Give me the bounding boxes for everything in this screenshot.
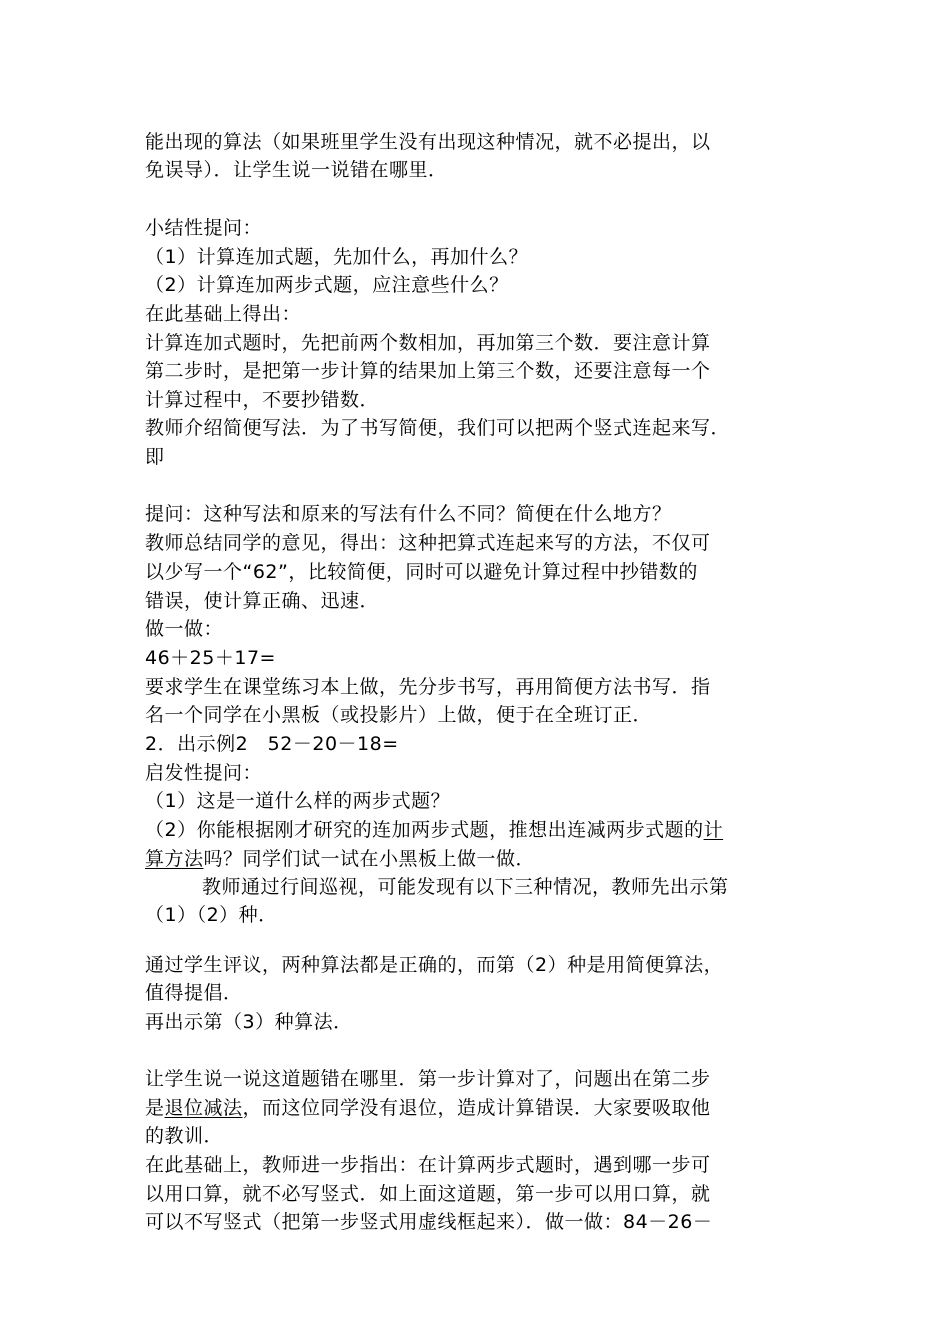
- text-line: 让学生说一说这道题错在哪里．第一步计算对了，问题出在第二步: [145, 1068, 711, 1090]
- section-heading: 做一做：: [145, 618, 224, 640]
- text-line: 可以不写竖式（把第一步竖式用虚线框起来）．做一做：84－26－: [145, 1211, 713, 1233]
- text-line: 值得提倡．: [145, 982, 243, 1004]
- question-text: 吗？同学们试一试在小黑板上做一做．: [203, 848, 536, 870]
- text-line: 以用口算，就不必写竖式．如上面这道题，第一步可以用口算，就: [145, 1183, 711, 1205]
- underlined-term: 计: [703, 819, 724, 841]
- underlined-term: 算方法: [145, 848, 204, 870]
- text-line: 提问：这种写法和原来的写法有什么不同？简便在什么地方？: [145, 503, 672, 525]
- text-line: [145, 1094, 711, 1122]
- formula-line: 46＋25＋17=: [145, 647, 276, 669]
- text-line: 第二步时，是把第一步计算的结果加上第三个数，还要注意每一个: [145, 360, 711, 382]
- text-line: 即: [145, 446, 165, 468]
- text-line: [145, 845, 535, 873]
- text-line: 名一个同学在小黑板（或投影片）上做，便于在全班订正．: [145, 704, 653, 726]
- text-line: 计算过程中，不要抄错数．: [145, 389, 380, 411]
- text-line: 在此基础上，教师进一步指出：在计算两步式题时，遇到哪一步可: [145, 1154, 711, 1176]
- text-fragment: 是: [145, 1097, 165, 1119]
- text-line: 在此基础上得出：: [145, 303, 302, 325]
- example-line: 2．出示例2 52－20－18=: [145, 733, 399, 755]
- text-line: 免误导）．让学生说一说错在哪里．: [145, 159, 448, 181]
- text-fragment: ，而这位同学没有退位，造成计算错误．大家要吸取他: [242, 1097, 711, 1119]
- text-line: 错误，使计算正确、迅速．: [145, 590, 380, 612]
- text-line: 要求学生在课堂练习本上做，先分步书写，再用简便方法书写．指: [145, 676, 711, 698]
- question-text: （2）你能根据刚才研究的连加两步式题，推想出连减两步式题的: [145, 819, 704, 841]
- text-line: 再出示第（3）种算法．: [145, 1011, 353, 1033]
- question-item: [145, 816, 723, 844]
- text-line: 计算连加式题时，先把前两个数相加，再加第三个数．要注意计算: [145, 332, 711, 354]
- text-line: 教师总结同学的意见，得出：这种把算式连起来写的方法，不仅可: [145, 532, 711, 554]
- question-item: （1）计算连加式题，先加什么，再加什么？: [145, 246, 529, 268]
- section-heading: 启发性提问：: [145, 762, 263, 784]
- underlined-term: 退位减法: [164, 1097, 243, 1119]
- section-heading: 小结性提问：: [145, 217, 263, 239]
- text-line: 以少写一个“62”，比较简便，同时可以避免计算过程中抄错数的: [145, 561, 698, 583]
- text-line: 能出现的算法（如果班里学生没有出现这种情况，就不必提出，以: [145, 131, 711, 153]
- question-item: （2）计算连加两步式题，应注意些什么？: [145, 274, 509, 296]
- text-line: 教师介绍简便写法．为了书写简便，我们可以把两个竖式连起来写．: [145, 417, 731, 439]
- question-item: （1）这是一道什么样的两步式题？: [145, 790, 451, 812]
- text-line: （1）（2）种．: [145, 904, 278, 926]
- text-line: 通过学生评议，两种算法都是正确的，而第（2）种是用简便算法，: [145, 954, 724, 976]
- text-line: 教师通过行间巡视，可能发现有以下三种情况，教师先出示第: [202, 876, 729, 898]
- text-line: 的教训．: [145, 1125, 224, 1147]
